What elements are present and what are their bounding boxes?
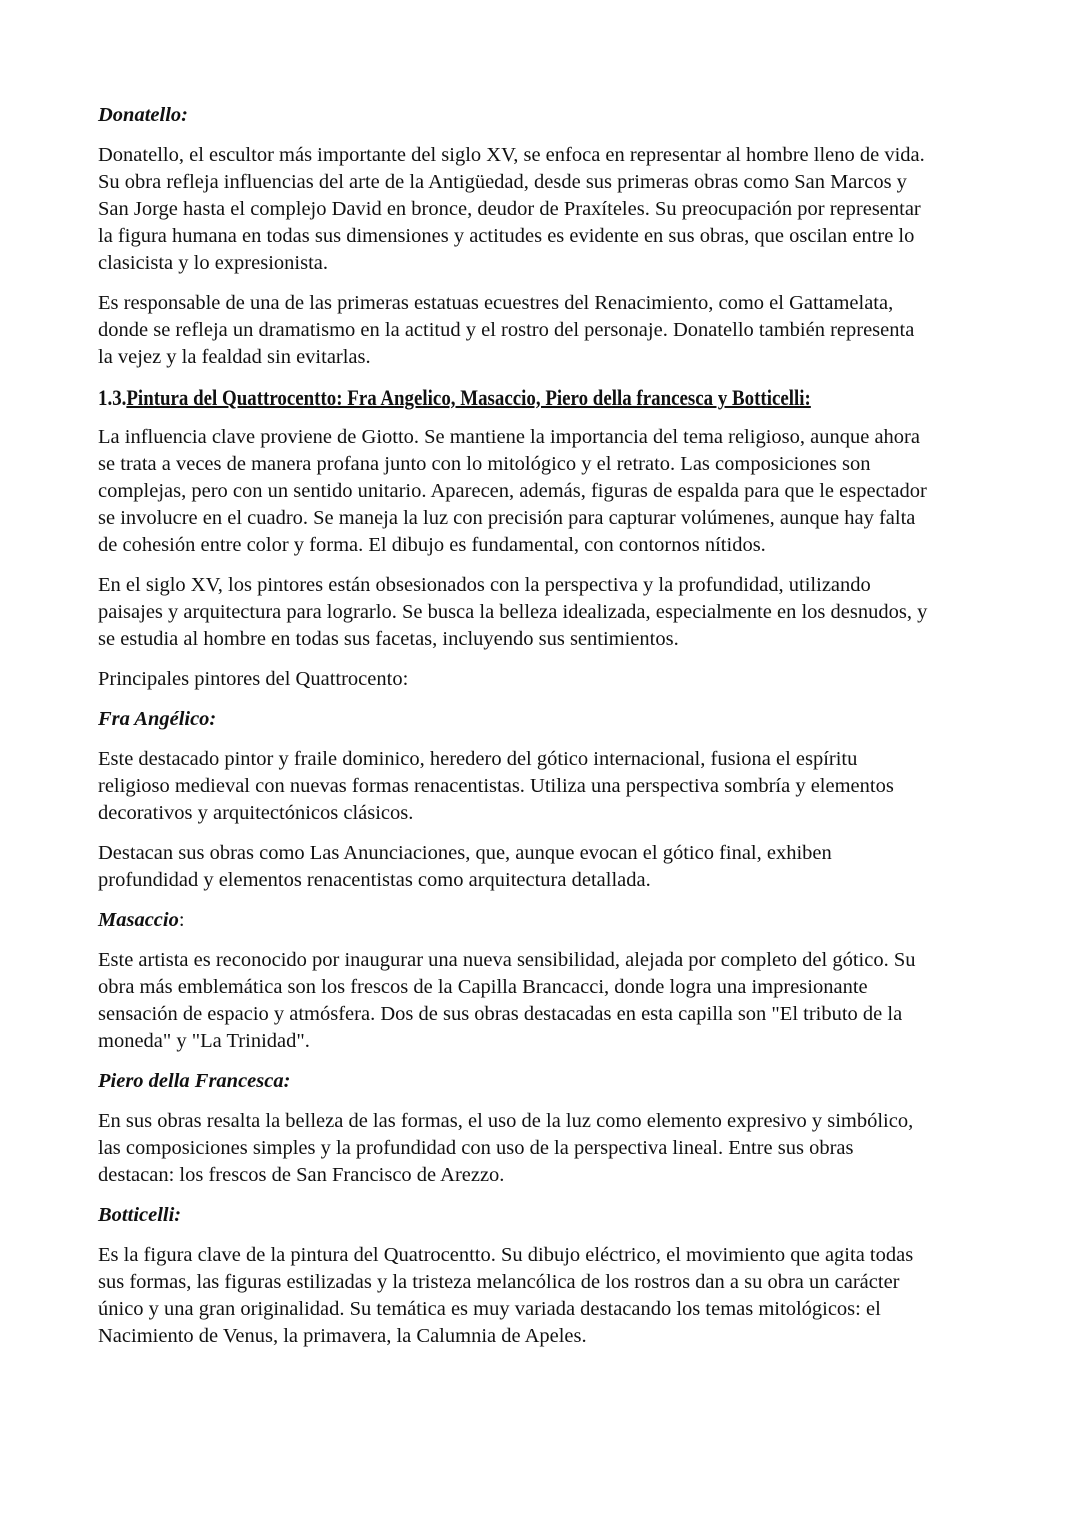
paragraph-line: de cohesión entre color y forma. El dibujo es fundamental, con contornos nítidos. (98, 534, 766, 556)
paragraph (98, 424, 998, 559)
paragraph (98, 947, 998, 1055)
paragraph-line: En el siglo XV, los pintores están obsesionados con la perspectiva y la profundidad, utilizando (98, 574, 871, 596)
paragraph-line: Destacan sus obras como Las Anunciaciones, que, aunque evocan el gótico final, exhiben (98, 842, 832, 864)
section-heading (98, 384, 872, 411)
subheading-text: Masaccio (98, 909, 179, 931)
subheading-text: Piero della Francesca: (98, 1070, 291, 1092)
paragraph-line: San Jorge hasta el complejo David en bronce, deudor de Praxíteles. Su preocupación por representar (98, 198, 921, 220)
subheading (98, 1068, 998, 1095)
paragraph-line: Principales pintores del Quattrocento: (98, 668, 409, 690)
paragraph-line: la vejez y la fealdad sin evitarlas. (98, 346, 371, 368)
paragraph-line: se trata a veces de manera profana junto con lo mitológico y el retrato. Las composiciones son (98, 453, 871, 475)
paragraph-line: destacan: los frescos de San Francisco de Arezzo. (98, 1164, 505, 1186)
paragraph-line: sensación de espacio y atmósfera. Dos de sus obras destacadas en esta capilla son "El tributo de la (98, 1003, 903, 1025)
paragraph-line: Su obra refleja influencias del arte de la Antigüedad, desde sus primeras obras como San Marcos y (98, 171, 907, 193)
paragraph-line: único y una gran originalidad. Su temática es muy variada destacando los temas mitológicos: el (98, 1298, 881, 1320)
paragraph-line: donde se refleja un dramatismo en la actitud y el rostro del personaje. Donatello también representa (98, 319, 915, 341)
paragraph-line: obra más emblemática son los frescos de la Capilla Brancacci, donde logra una impresionante (98, 976, 868, 998)
paragraph-line: la figura humana en todas sus dimensiones y actitudes es evidente en sus obras, que oscilan entre lo (98, 225, 915, 247)
section-title: Pintura del Quattrocentto: Fra Angelico, Masaccio, Piero della francesca y Botticelli: (126, 385, 811, 410)
paragraph-line: paisajes y arquitectura para lograrlo. Se busca la belleza idealizada, especialmente en los desnudos, y (98, 601, 928, 623)
paragraph-line: Este artista es reconocido por inaugurar una nueva sensibilidad, alejada por completo del gótico. Su (98, 949, 916, 971)
paragraph-line: Este destacado pintor y fraile dominico, heredero del gótico internacional, fusiona el espíritu (98, 748, 858, 770)
paragraph-line: moneda" y "La Trinidad". (98, 1030, 310, 1052)
subheading (98, 1202, 998, 1229)
paragraph-line: En sus obras resalta la belleza de las formas, el uso de la luz como elemento expresivo y simbólico, (98, 1110, 914, 1132)
paragraph-line: profundidad y elementos renacentistas como arquitectura detallada. (98, 869, 651, 891)
subheading (98, 706, 998, 733)
paragraph-line: La influencia clave proviene de Giotto. Se mantiene la importancia del tema religioso, aunque ahora (98, 426, 920, 448)
paragraph-line: decorativos y arquitectónicos clásicos. (98, 802, 414, 824)
paragraph (98, 572, 998, 653)
subheading-text: Fra Angélico: (98, 708, 217, 730)
paragraph (98, 142, 998, 277)
paragraph-line: clasicista y lo expresionista. (98, 252, 328, 274)
document-page (98, 102, 998, 1363)
paragraph-line: complejas, pero con un sentido unitario. Aparecen, además, figuras de espalda para que le espectador (98, 480, 927, 502)
subheading-text: Donatello: (98, 104, 188, 126)
paragraph (98, 840, 998, 894)
section-number: 1.3. (98, 385, 127, 410)
paragraph (98, 746, 998, 827)
subheading-text: Botticelli: (98, 1204, 182, 1226)
paragraph-line: se involucre en el cuadro. Se maneja la luz con precisión para capturar volúmenes, aunque hay falta (98, 507, 916, 529)
paragraph-line: sus formas, las figuras estilizadas y la tristeza melancólica de los rostros dan a su obra un carácter (98, 1271, 900, 1293)
paragraph-line: religioso medieval con nuevas formas renacentistas. Utiliza una perspectiva sombría y elementos (98, 775, 894, 797)
paragraph (98, 1242, 998, 1350)
paragraph (98, 1108, 998, 1189)
paragraph-line: Es responsable de una de las primeras estatuas ecuestres del Renacimiento, como el Gattamelata, (98, 292, 894, 314)
paragraph (98, 666, 998, 693)
paragraph-line: Nacimiento de Venus, la primavera, la Calumnia de Apeles. (98, 1325, 587, 1347)
paragraph-line: Donatello, el escultor más importante del siglo XV, se enfoca en representar al hombre lleno de vida. (98, 144, 925, 166)
paragraph-line: se estudia al hombre en todas sus facetas, incluyendo sus sentimientos. (98, 628, 679, 650)
subheading-suffix: : (178, 909, 185, 931)
subheading (98, 102, 998, 129)
paragraph (98, 290, 998, 371)
subheading (98, 907, 998, 934)
paragraph-line: Es la figura clave de la pintura del Quatrocentto. Su dibujo eléctrico, el movimiento que agita todas (98, 1244, 914, 1266)
paragraph-line: las composiciones simples y la profundidad con uso de la perspectiva lineal. Entre sus obras (98, 1137, 854, 1159)
